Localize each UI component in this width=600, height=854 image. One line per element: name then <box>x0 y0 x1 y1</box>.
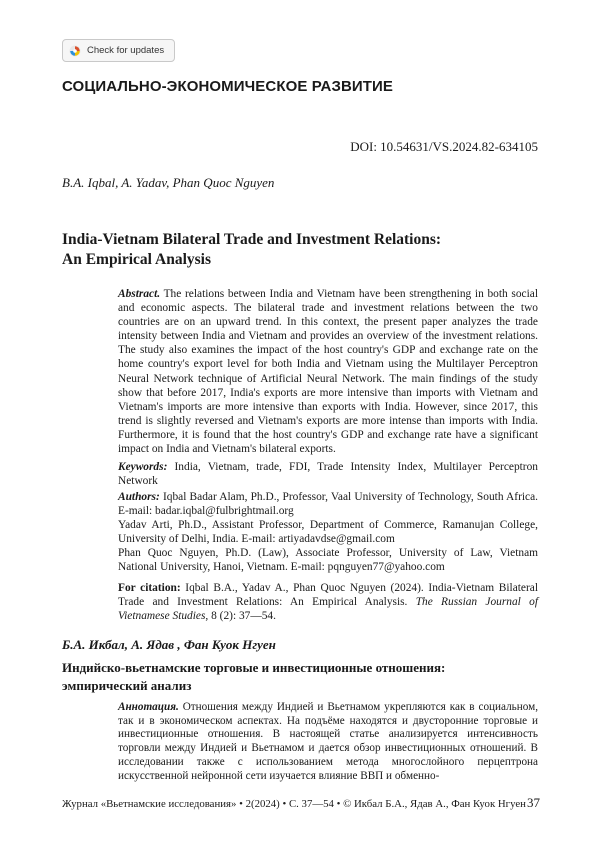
annotation-ru <box>118 701 538 783</box>
author-2-info: Yadav Arti, Ph.D., Assistant Professor, Department of Commerce, Ramanujan College, University of Delhi, India. E-mail: artiyadavdse@gmail.com <box>118 519 538 546</box>
citation-journal: The Russian Journal of Vietnamese Studies <box>118 596 538 623</box>
citation-issue: , 8 (2): 37—54. <box>205 610 276 623</box>
title-ru-line-1: Индийско-вьетнамские торговые и инвестиционные отношения: <box>62 660 446 675</box>
citation-label: For citation: <box>118 582 181 594</box>
citation-text: Iqbal B.A., Yadav A., Phan Quoc Nguyen (2024). India-Vietnam Bilateral Trade and Investment Relations: An Empirical Analysis. <box>118 582 538 609</box>
abstract-label: Abstract. <box>118 288 161 300</box>
author-3-info: Phan Quoc Nguyen, Ph.D. (Law), Associate Professor, University of Law, Vietnam National University, Hanoi, Vietnam. E-mail: pqnguyen77@yahoo.com <box>118 547 538 574</box>
abstract <box>118 287 538 456</box>
title-en-line-1: India-Vietnam Bilateral Trade and Investment Relations: <box>62 231 442 248</box>
page-footer <box>62 795 540 811</box>
updates-icon <box>69 45 81 57</box>
title-en-line-2: An Empirical Analysis <box>62 251 211 268</box>
doi-link[interactable]: DOI: 10.54631/VS.2024.82-634105 <box>350 139 538 154</box>
keywords-label: Keywords: <box>118 461 168 473</box>
author-1-info: Iqbal Badar Alam, Ph.D., Professor, Vaal University of Technology, South Africa. E-mail: badar.iqbal@fulbrightmail.org <box>118 491 538 518</box>
authors-info <box>118 490 538 575</box>
keywords-text: India, Vietnam, trade, FDI, Trade Intensity Index, Multilayer Perceptron Network <box>118 461 538 488</box>
annotation-label: Аннотация. <box>118 701 179 713</box>
authors-ru: Б.А. Икбал, А. Ядав , Фан Куок Нгуен <box>62 637 276 652</box>
check-for-updates-button[interactable] <box>62 39 175 62</box>
authors-en: B.A. Iqbal, A. Yadav, Phan Quoc Nguyen <box>62 175 275 190</box>
keywords <box>118 460 538 488</box>
page-number: 37 <box>527 795 540 810</box>
annotation-text: Отношения между Индией и Вьетнамом укрепляются как в социальном, так и в экономическом аспектах. На подъёме находятся и двусторонние торговые и инвестиционные отношения. В настоящей статье анализируется интенсивность торговли между Индией и Вьетнамом и дается обзор инвестиционных отношений. В исследовании также с использованием метода многослойного перцептрона искусственной нейронной сети изучается влияние ВВП и обменно- <box>118 701 538 782</box>
title-ru-line-2: эмпирический анализ <box>62 678 192 693</box>
article-title-ru <box>62 659 542 695</box>
article-title-en <box>62 230 542 270</box>
check-for-updates-label: Check for updates <box>87 45 165 56</box>
section-heading: СОЦИАЛЬНО-ЭКОНОМИЧЕСКОЕ РАЗВИТИЕ <box>62 78 394 95</box>
authors-info-label: Authors: <box>118 491 160 503</box>
footer-journal-info: Журнал «Вьетнамские исследования» • 2(2024) • С. 37—54 • © Икбал Б.А., Ядав А., Фан Куок Нгуен <box>62 798 526 810</box>
abstract-text: The relations between India and Vietnam have been strengthening in both social and economic aspects. The bilateral trade and investment relations between the two countries are on an upward trend. In this context, the present paper analyzes the trade intensity between India and Vietnam and provides an overview of the investment relations. The study also examines the impact of the host country's GDP and exchange rate on the home country's export level for both India and Vietnam using the Multilayer Perceptron Neural Network technique of Artificial Neural Network. The main findings of the study show that before 2017, India's exports are more intensive than imports with Vietnam and Vietnam's imports are more intensive than exports with India. However, since 2017, this trend is slightly reversed and Vietnam's exports are more intense than imports with India. Furthermore, it is found that the host country's GDP and exchange rate have a significant impact on India and Vietnam's bilateral exports. <box>118 288 538 456</box>
citation <box>118 581 538 623</box>
